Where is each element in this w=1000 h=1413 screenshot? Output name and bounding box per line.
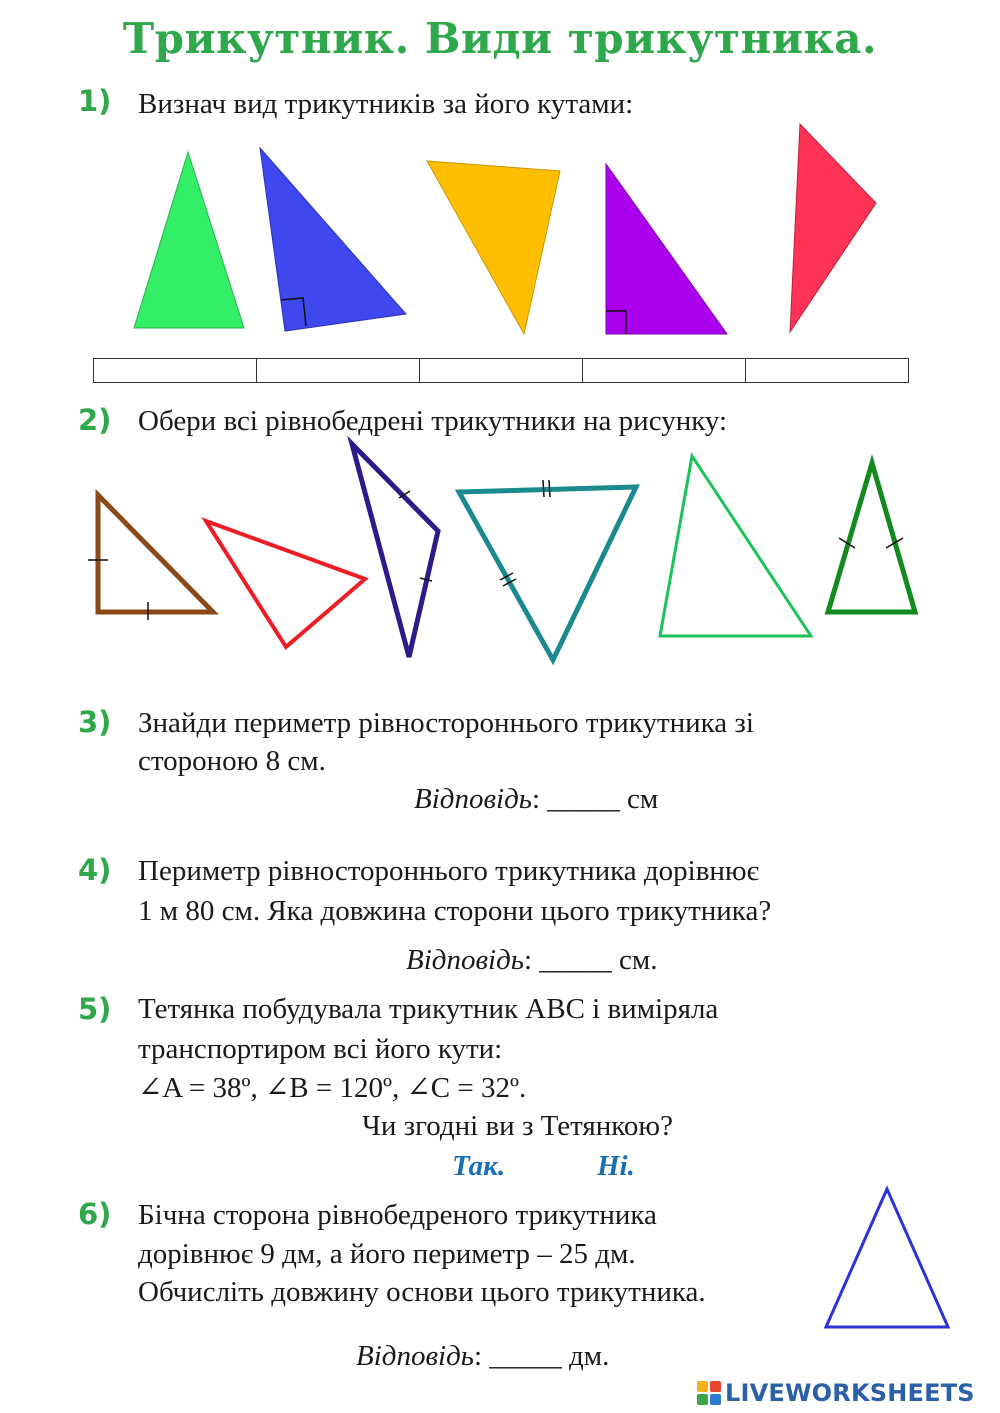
task-3-line-2: стороною 8 см. xyxy=(138,745,326,777)
task2-triangle-teal xyxy=(459,480,636,660)
task-2-text: Обери всі рівнобедрені трикутники на рисунку: xyxy=(138,405,728,437)
task-4-line-1: Периметр рівностороннього трикутника дорівнює xyxy=(138,855,760,887)
task-1-text: Визнач вид трикутників за його кутами: xyxy=(138,88,634,120)
task-5-line-3: ∠A = 38º, ∠B = 120º, ∠C = 32º. xyxy=(138,1072,527,1104)
task-4-answer xyxy=(406,944,658,977)
task-5-number: 5) xyxy=(78,992,112,1026)
task1-triangle-green xyxy=(134,152,244,328)
task-6-line-2: дорівнює 9 дм, а його периметр – 25 дм. xyxy=(138,1238,636,1270)
task1-triangle-red xyxy=(790,124,876,332)
task1-triangle-blue xyxy=(260,148,406,331)
answer-label: Відповідь xyxy=(414,783,532,815)
task2-triangle-lightgreen xyxy=(660,456,811,636)
task2-triangle-brown xyxy=(88,495,213,620)
task-1-number: 1) xyxy=(78,84,112,118)
answer-label: Відповідь xyxy=(406,944,524,976)
task-5-question: Чи згодні ви з Тетянкою? xyxy=(362,1110,673,1142)
task1-answer-cell-2[interactable] xyxy=(257,359,420,382)
page-title: Трикутник. Види трикутника. xyxy=(122,14,878,63)
task-3-answer xyxy=(414,783,658,816)
answer-blank[interactable]: : _____ см. xyxy=(523,944,658,976)
task-6-line-3: Обчисліть довжину основи цього трикутника. xyxy=(138,1276,706,1308)
task-5-option-no[interactable]: Ні. xyxy=(597,1150,635,1182)
task1-answer-cell-3[interactable] xyxy=(420,359,583,382)
task-4-number: 4) xyxy=(78,853,112,887)
task1-answer-cell-5[interactable] xyxy=(746,359,908,382)
task2-triangle-red xyxy=(206,521,365,647)
liveworksheets-mark-icon xyxy=(697,1381,721,1405)
task6-triangle-blue xyxy=(826,1189,948,1327)
task-6-answer xyxy=(356,1340,609,1373)
task-3-number: 3) xyxy=(78,705,112,739)
task-5-option-yes[interactable]: Так. xyxy=(452,1150,506,1182)
task1-answer-cell-1[interactable] xyxy=(94,359,257,382)
task-2-number: 2) xyxy=(78,403,112,437)
task-3-line-1: Знайди периметр рівностороннього трикутника зі xyxy=(138,707,754,739)
task-4-line-2: 1 м 80 см. Яка довжина сторони цього трикутника? xyxy=(138,895,772,927)
task-5-line-1: Тетянка побудувала трикутник АВС і виміряла xyxy=(138,993,719,1025)
task-6-line-1: Бічна сторона рівнобедреного трикутника xyxy=(138,1199,657,1231)
task1-answer-cell-4[interactable] xyxy=(583,359,746,382)
answer-blank[interactable]: : _____ см xyxy=(531,783,659,815)
liveworksheets-logo xyxy=(697,1379,975,1407)
task2-triangle-darkgreen xyxy=(828,463,915,612)
task1-triangle-purple xyxy=(606,164,727,334)
answer-label: Відповідь xyxy=(356,1340,474,1372)
task-5-line-2: транспортиром всі його кути: xyxy=(138,1033,503,1065)
liveworksheets-wordmark: LIVEWORKSHEETS xyxy=(725,1379,975,1407)
answer-blank[interactable]: : _____ дм. xyxy=(473,1340,610,1372)
task2-triangle-indigo xyxy=(352,444,438,657)
task1-triangle-yellow xyxy=(427,161,560,334)
task1-answer-table xyxy=(93,358,909,383)
task-6-number: 6) xyxy=(78,1197,112,1231)
